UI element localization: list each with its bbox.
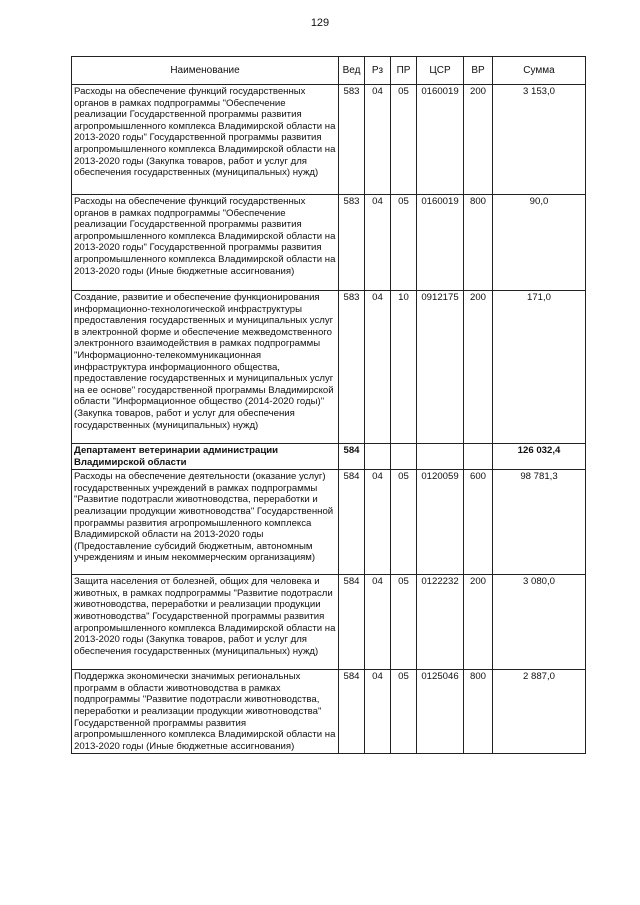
cell-name: Расходы на обеспечение деятельности (оказание услуг) государственных учреждений в рамках подпрограммы "Развитие подотрасли животноводства, переработки и реализации продукции животноводства" Государственной программы развития агропромышленного комплекса Владимирской области на 2013-2020 годы (Предоставление субсидий бюджетным, автономным учреждениям и иным некоммерческим организациям) xyxy=(72,470,339,575)
cell-vr: 200 xyxy=(464,575,493,670)
cell-pr: 05 xyxy=(391,575,417,670)
header-vr: ВР xyxy=(464,57,493,85)
cell-vr: 600 xyxy=(464,470,493,575)
cell-ved: 583 xyxy=(339,85,365,195)
cell-name: Департамент ветеринарии администрации Владимирской области xyxy=(72,444,339,470)
header-name: Наименование xyxy=(72,57,339,85)
cell-csr: 0912175 xyxy=(417,291,464,444)
cell-sum: 3 153,0 xyxy=(493,85,586,195)
cell-rz xyxy=(365,444,391,470)
cell-csr: 0160019 xyxy=(417,195,464,291)
cell-pr: 05 xyxy=(391,85,417,195)
budget-table xyxy=(71,56,586,754)
cell-csr: 0120059 xyxy=(417,470,464,575)
table-row-department xyxy=(72,444,586,470)
cell-pr: 05 xyxy=(391,470,417,575)
table-row xyxy=(72,291,586,444)
cell-csr: 0160019 xyxy=(417,85,464,195)
table-row xyxy=(72,670,586,754)
cell-pr: 05 xyxy=(391,195,417,291)
cell-ved: 583 xyxy=(339,291,365,444)
cell-sum: 98 781,3 xyxy=(493,470,586,575)
cell-ved: 584 xyxy=(339,444,365,470)
cell-name: Защита населения от болезней, общих для человека и животных, в рамках подпрограммы "Развитие подотрасли животноводства, переработки и реализации продукции животноводства" Государственной программы развития агропромышленного комплекса Владимирской области на 2013-2020 годы (Закупка товаров, работ и услуг для обеспечения государственных (муниципальных) нужд) xyxy=(72,575,339,670)
table-row xyxy=(72,195,586,291)
cell-name: Расходы на обеспечение функций государственных органов в рамках подпрограммы "Обеспечение реализации Государственной программы развития агропромышленного комплекса Владимирской области на 2013-2020 годы" Государственной программы развития агропромышленного комплекса Владимирской области на 2013-2020 годы (Закупка товаров, работ и услуг для обеспечения государственных (муниципальных) нужд) xyxy=(72,85,339,195)
header-pr: ПР xyxy=(391,57,417,85)
cell-vr: 200 xyxy=(464,291,493,444)
cell-vr: 200 xyxy=(464,85,493,195)
table-row xyxy=(72,470,586,575)
header-rz: Рз xyxy=(365,57,391,85)
cell-vr xyxy=(464,444,493,470)
header-ved: Вед xyxy=(339,57,365,85)
cell-ved: 583 xyxy=(339,195,365,291)
cell-rz: 04 xyxy=(365,670,391,754)
cell-ved: 584 xyxy=(339,575,365,670)
cell-name: Расходы на обеспечение функций государственных органов в рамках подпрограммы "Обеспечение реализации Государственной программы развития агропромышленного комплекса Владимирской области на 2013-2020 годы" Государственной программы развития агропромышленного комплекса Владимирской области на 2013-2020 годы (Иные бюджетные ассигнования) xyxy=(72,195,339,291)
cell-pr: 10 xyxy=(391,291,417,444)
cell-sum: 126 032,4 xyxy=(493,444,586,470)
cell-name: Поддержка экономически значимых региональных программ в области животноводства в рамках подпрограммы "Развитие подотрасли животноводства, переработки и реализации продукции животноводства" Государственной программы развития агропромышленного комплекса Владимирской области на 2013-2020 годы (Иные бюджетные ассигнования) xyxy=(72,670,339,754)
cell-pr: 05 xyxy=(391,670,417,754)
cell-sum: 3 080,0 xyxy=(493,575,586,670)
header-csr: ЦСР xyxy=(417,57,464,85)
cell-csr: 0125046 xyxy=(417,670,464,754)
cell-ved: 584 xyxy=(339,670,365,754)
cell-csr xyxy=(417,444,464,470)
cell-sum: 90,0 xyxy=(493,195,586,291)
cell-rz: 04 xyxy=(365,575,391,670)
cell-vr: 800 xyxy=(464,670,493,754)
table-row xyxy=(72,575,586,670)
cell-name: Создание, развитие и обеспечение функционирования информационно-технологической инфраструктуры предоставления государственных и муниципальных услуг в электронной форме и обеспечение межведомственного электронного взаимодействия в рамках подпрограммы "Информационно-телекоммуникационная инфраструктура информационного общества, предоставление государственных и муниципальных услуг на ее основе" государственной программы Владимирской области "Информационное общество (2014-2020 годы)" (Закупка товаров, работ и услуг для обеспечения государственных (муниципальных) нужд) xyxy=(72,291,339,444)
table-header-row xyxy=(72,57,586,85)
page-number: 129 xyxy=(310,17,330,29)
header-sum: Сумма xyxy=(493,57,586,85)
cell-rz: 04 xyxy=(365,195,391,291)
cell-sum: 2 887,0 xyxy=(493,670,586,754)
table-row xyxy=(72,85,586,195)
cell-csr: 0122232 xyxy=(417,575,464,670)
cell-ved: 584 xyxy=(339,470,365,575)
cell-rz: 04 xyxy=(365,291,391,444)
cell-vr: 800 xyxy=(464,195,493,291)
cell-sum: 171,0 xyxy=(493,291,586,444)
cell-rz: 04 xyxy=(365,470,391,575)
cell-rz: 04 xyxy=(365,85,391,195)
cell-pr xyxy=(391,444,417,470)
